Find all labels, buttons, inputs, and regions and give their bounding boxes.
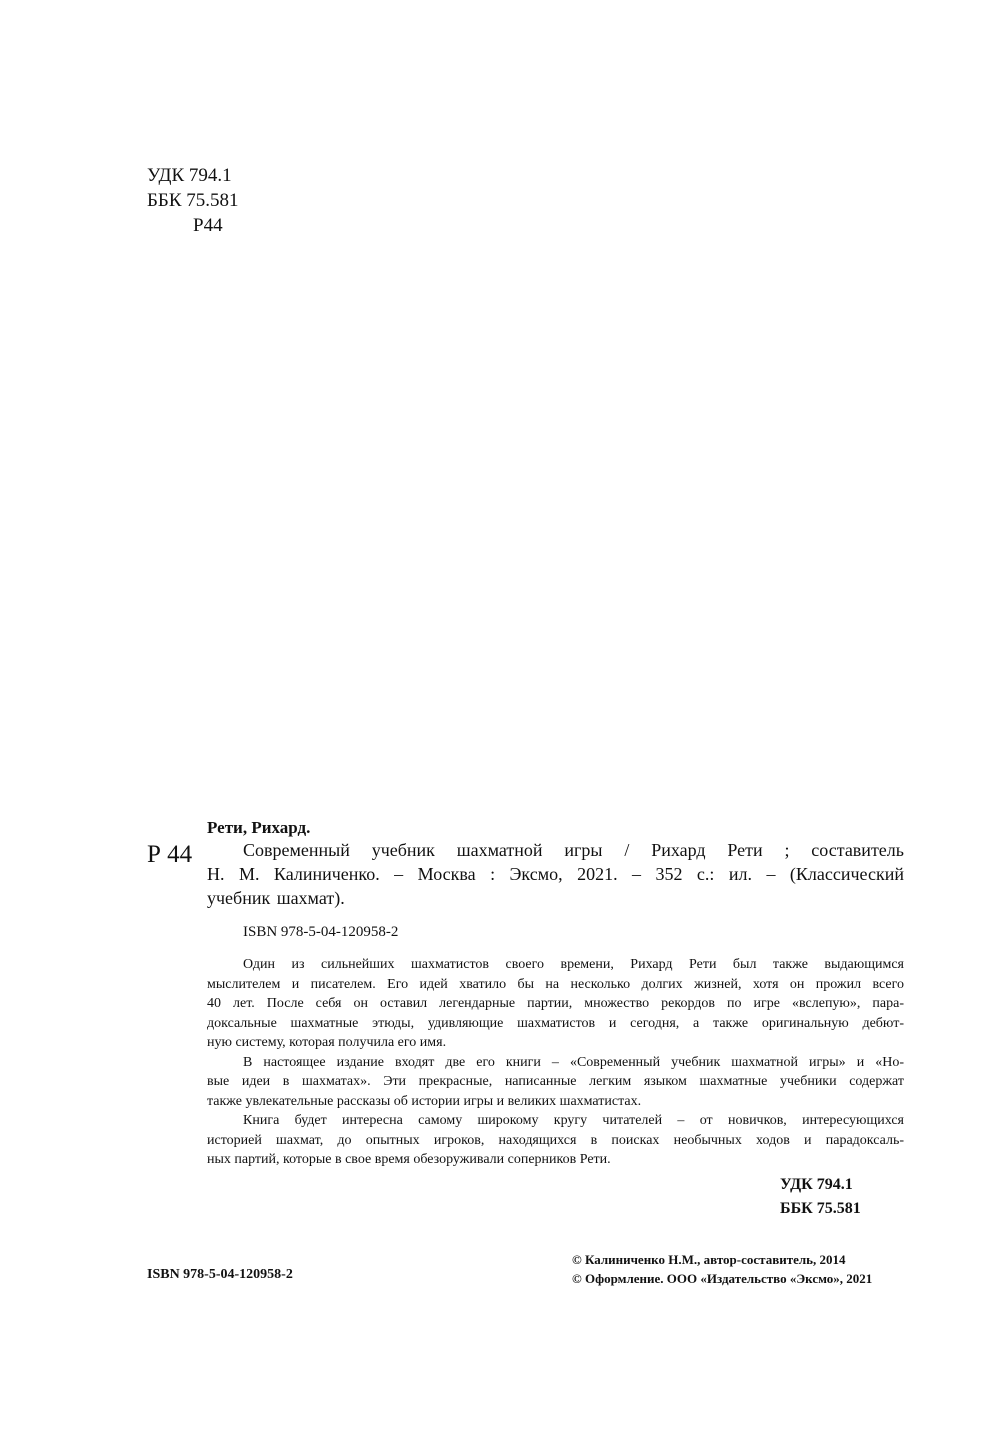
author-cutter-mark: Р 44 (147, 841, 193, 868)
udk-code-bottom: УДК 794.1 (780, 1176, 853, 1193)
annotation-line: доксальные шахматные этюды, удивляющие шахматистов и сегодня, а также оригинальную дебют- (207, 1015, 904, 1031)
annotation-line: В настоящее издание входят две его книги – «Современный учебник шахматной игры» и «Но- (243, 1054, 904, 1070)
isbn-footer: ISBN 978-5-04-120958-2 (147, 1267, 293, 1282)
annotation-line: ную систему, которая получила его имя. (207, 1035, 447, 1050)
author-cutter-top: Р44 (193, 215, 223, 236)
annotation (207, 955, 904, 1170)
annotation-line: историей шахмат, до опытных игроков, находящихся в поисках необычных ходов и парадоксаль- (207, 1132, 904, 1148)
annotation-line: также увлекательные рассказы об истории игры и великих шахматистах. (207, 1093, 642, 1109)
biblio-line: учебник шахмат). (207, 888, 345, 908)
annotation-line: Книга будет интересна самому широкому кругу читателей – от новичков, интересующихся (243, 1113, 904, 1128)
udk-code-top: УДК 794.1 (147, 165, 232, 186)
copyright-design: © Оформление. ООО «Издательство «Эксмо», 2021 (572, 1271, 873, 1286)
isbn-inline: ISBN 978-5-04-120958-2 (243, 924, 399, 940)
copyright-compiler: © Калиниченко Н.М., автор-составитель, 2014 (572, 1252, 846, 1267)
annotation-line: вые идеи в шахматах». Эти прекрасные, написанные легким языком шахматные учебники содержат (207, 1074, 904, 1089)
annotation-line: мыслителем и писателем. Его идей хватило бы на несколько долгих жизней, хотя он прожил всего (207, 976, 904, 992)
biblio-line: Н. М. Калиниченко. – Москва : Эксмо, 2021. – 352 с.: ил. – (Классический (207, 864, 904, 884)
bbk-code-top: ББК 75.581 (147, 190, 239, 211)
annotation-line: 40 лет. После себя он оставил легендарные партии, множество рекордов по игре «вслепую», пара- (207, 996, 904, 1011)
bbk-code-bottom: ББК 75.581 (780, 1200, 861, 1217)
biblio-line: Современный учебник шахматной игры / Рихард Рети ; составитель (243, 840, 904, 860)
annotation-line: Один из сильнейших шахматистов своего времени, Рихард Рети был также выдающимся (243, 957, 904, 972)
annotation-line: ных партий, которые в свое время обезоруживали соперников Рети. (207, 1152, 611, 1167)
bibliographic-description (207, 838, 904, 910)
author-heading: Рети, Рихард. (207, 818, 311, 837)
